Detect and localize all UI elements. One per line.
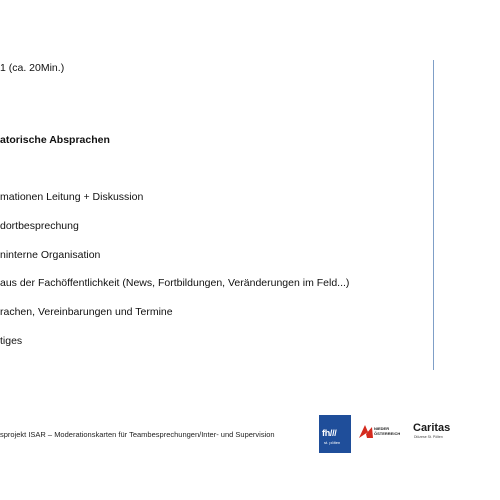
agenda-item: mationen Leitung + Diskussion	[0, 191, 144, 203]
noe-logo-line1: NIEDER	[374, 426, 390, 431]
agenda-item: ninterne Organisation	[0, 249, 101, 261]
caritas-logo	[413, 422, 455, 442]
caritas-logo-name: Caritas	[413, 422, 451, 434]
niederoesterreich-logo	[358, 423, 408, 441]
fh-logo-text: fh///	[322, 428, 337, 438]
agenda-item: dortbesprechung	[0, 220, 79, 232]
vertical-divider	[433, 60, 434, 370]
caritas-logo-tagline: Diözese St. Pölten	[414, 435, 443, 439]
noe-mark-icon	[358, 423, 374, 439]
agenda-item: aus der Fachöffentlichkeit (News, Fortbildungen, Veränderungen im Feld...)	[0, 277, 350, 289]
noe-logo-line2: ÖSTERREICH	[374, 431, 401, 436]
section-heading: atorische Absprachen	[0, 134, 110, 146]
time-subtitle: 1 (ca. 20Min.)	[0, 62, 65, 74]
agenda-item: rachen, Vereinbarungen und Termine	[0, 306, 173, 318]
fh-logo-subtext: st. pölten	[324, 440, 341, 445]
fh-logo	[319, 415, 351, 453]
footer-project-text: sprojekt ISAR – Moderationskarten für Teambesprechungen/Inter- und Supervision	[0, 430, 275, 439]
agenda-item: tiges	[0, 335, 23, 347]
